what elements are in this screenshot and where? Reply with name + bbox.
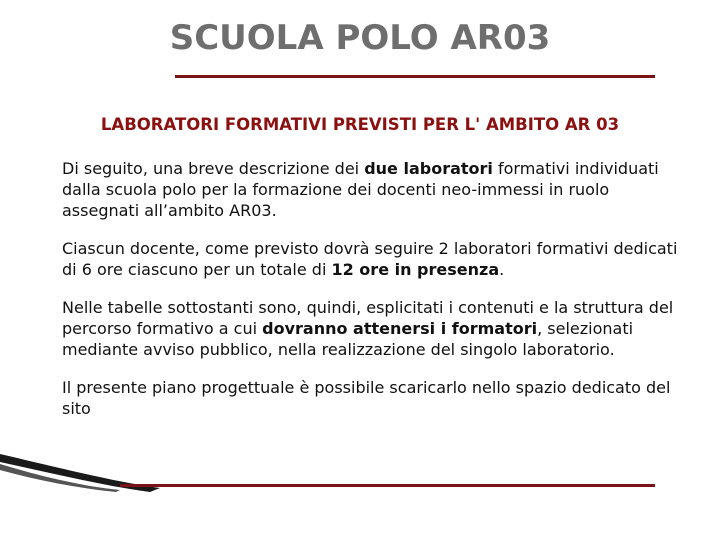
paragraph-2-text-c: . — [499, 260, 505, 279]
footer-divider — [120, 484, 655, 487]
paragraph-1-text-a: Di seguito, una breve descrizione dei — [62, 159, 365, 178]
decorative-swoosh — [0, 450, 240, 510]
title-divider — [175, 75, 655, 78]
paragraph-4 — [62, 377, 682, 419]
paragraph-4-text: Il presente piano progettuale è possibile scaricarlo nello spazio dedicato del sito — [62, 378, 671, 418]
paragraph-3-text-a: Nelle tabelle sottostanti sono, quindi, esplicitati i contenuti e la struttura del percorso formativo a cui — [62, 298, 674, 338]
paragraph-1-emphasis: due laboratori — [364, 159, 493, 178]
slide-body — [62, 158, 682, 436]
paragraph-2 — [62, 238, 682, 280]
paragraph-2-text-a: Ciascun docente, come previsto dovrà seguire 2 laboratori formativi dedicati di 6 ore ciascuno per un totale di — [62, 239, 678, 279]
paragraph-3 — [62, 297, 682, 360]
paragraph-1 — [62, 158, 682, 221]
slide-title: SCUOLA POLO AR03 — [169, 18, 551, 58]
slide-subtitle: LABORATORI FORMATIVI PREVISTI PER L' AMBITO AR 03 — [100, 115, 620, 134]
paragraph-1-text-c: formativi individuati dalla scuola polo per la formazione dei docenti neo-immessi in ruolo assegnati all’ambito AR03. — [62, 159, 659, 220]
paragraph-2-emphasis: 12 ore in presenza — [331, 260, 500, 279]
paragraph-3-emphasis: dovranno attenersi i formatori — [262, 319, 538, 338]
paragraph-3-text-c: , selezionati mediante avviso pubblico, nella realizzazione del singolo laboratorio. — [62, 319, 634, 359]
